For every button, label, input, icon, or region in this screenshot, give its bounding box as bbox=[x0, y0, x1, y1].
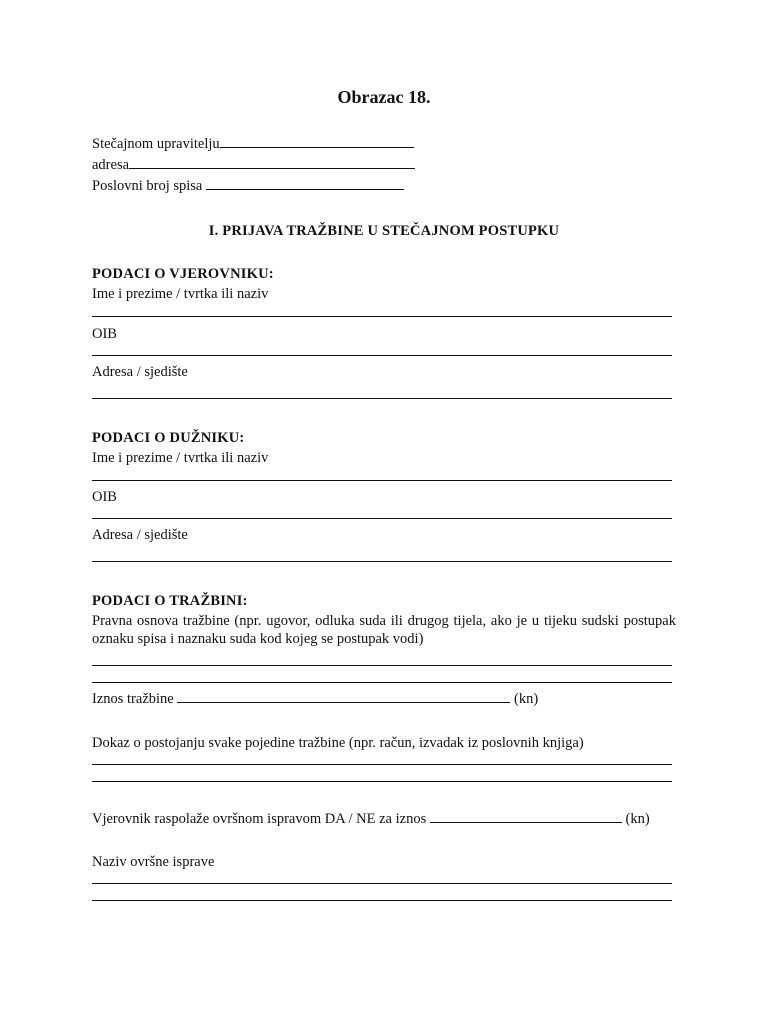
debtor-address-label: Adresa / sjedište bbox=[92, 527, 188, 543]
enforcement-doc-line-1[interactable] bbox=[92, 883, 672, 884]
creditor-oib-line[interactable] bbox=[92, 355, 672, 356]
debtor-oib-label: OIB bbox=[92, 489, 117, 505]
debtor-name-label: Ime i prezime / tvrtka ili naziv bbox=[92, 450, 269, 466]
enforcement-label: Vjerovnik raspolaže ovršnom ispravom DA / NE za iznos bbox=[92, 811, 430, 827]
enforcement-doc-line-2[interactable] bbox=[92, 900, 672, 901]
creditor-address-label: Adresa / sjedište bbox=[92, 364, 188, 380]
debtor-address-line[interactable] bbox=[92, 561, 672, 562]
header-field-trustee bbox=[92, 135, 414, 153]
claim-proof-label: Dokaz o postojanju svake pojedine tražbine (npr. račun, izvadak iz poslovnih knjiga) bbox=[92, 735, 584, 751]
debtor-heading: PODACI O DUŽNIKU: bbox=[92, 430, 245, 446]
claim-amount-unit: (kn) bbox=[510, 691, 539, 707]
creditor-name-label: Ime i prezime / tvrtka ili naziv bbox=[92, 286, 269, 302]
case-number-label: Poslovni broj spisa bbox=[92, 178, 206, 194]
claim-amount-blank[interactable] bbox=[177, 690, 510, 703]
enforcement-doc-label: Naziv ovršne isprave bbox=[92, 854, 215, 870]
enforcement-row bbox=[92, 810, 650, 828]
header-field-case-number bbox=[92, 177, 404, 195]
address-label: adresa bbox=[92, 157, 130, 173]
debtor-name-line[interactable] bbox=[92, 480, 672, 481]
claim-heading: PODACI O TRAŽBINI: bbox=[92, 593, 248, 609]
case-number-blank[interactable] bbox=[206, 177, 404, 190]
claim-legal-basis-line-2[interactable] bbox=[92, 682, 672, 683]
claim-legal-basis-label: Pravna osnova tražbine (npr. ugovor, odluka suda ili drugog tijela, ako je u tijeku sudski postupak oznaku spisa i naznaku suda kod kojeg se postupak vodi) bbox=[92, 613, 676, 647]
enforcement-unit: (kn) bbox=[621, 811, 650, 827]
creditor-heading: PODACI O VJEROVNIKU: bbox=[92, 266, 274, 282]
claim-amount-row bbox=[92, 690, 538, 708]
claim-proof-line-2[interactable] bbox=[92, 781, 672, 782]
creditor-oib-label: OIB bbox=[92, 326, 117, 342]
form-title: Obrazac 18. bbox=[337, 87, 431, 107]
creditor-address-line[interactable] bbox=[92, 398, 672, 399]
trustee-blank[interactable] bbox=[220, 135, 414, 148]
trustee-label: Stečajnom upravitelju bbox=[92, 136, 220, 152]
debtor-oib-line[interactable] bbox=[92, 518, 672, 519]
claim-proof-line-1[interactable] bbox=[92, 764, 672, 765]
address-blank[interactable] bbox=[129, 156, 415, 169]
claim-amount-label: Iznos tražbine bbox=[92, 691, 178, 707]
claim-legal-basis-line-1[interactable] bbox=[92, 665, 672, 666]
header-field-address bbox=[92, 156, 415, 174]
creditor-name-line[interactable] bbox=[92, 316, 672, 317]
section-title: I. PRIJAVA TRAŽBINE U STEČAJNOM POSTUPKU bbox=[208, 223, 560, 239]
enforcement-amount-blank[interactable] bbox=[430, 810, 622, 823]
